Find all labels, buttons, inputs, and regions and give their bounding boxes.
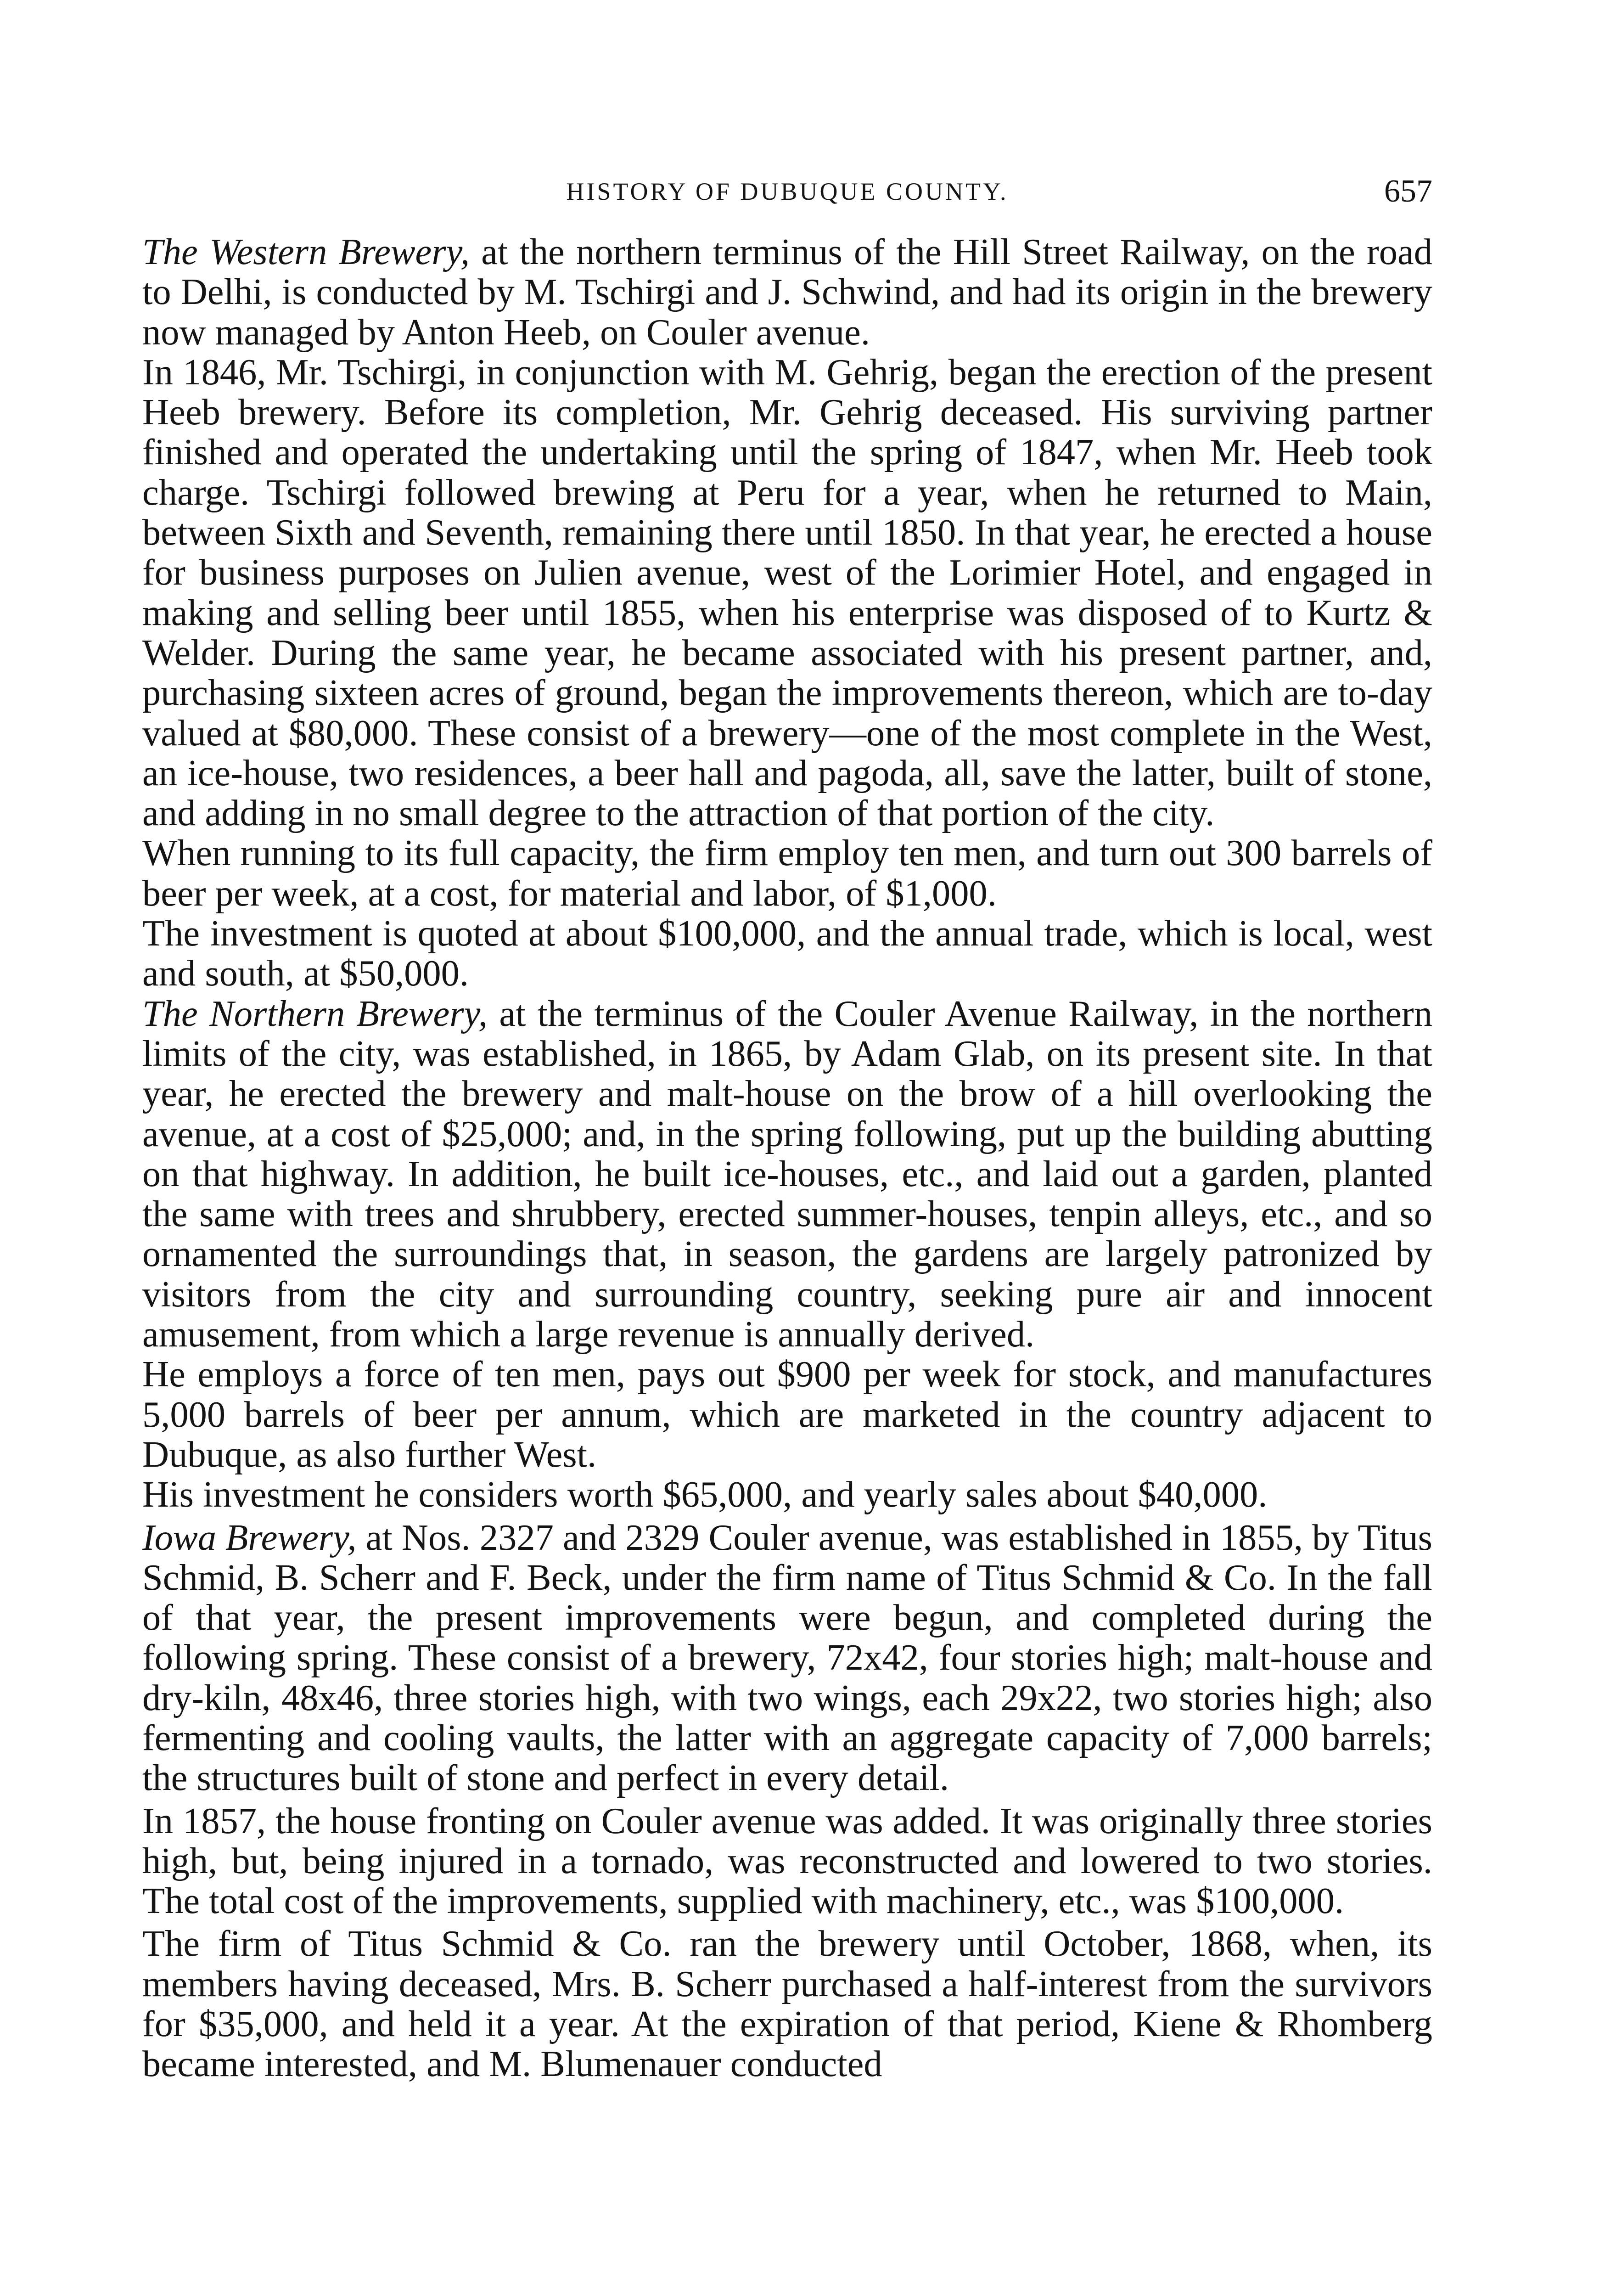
paragraph-text: at Nos. 2327 and 2329 Couler avenue, was established in 1855, by Titus Schmid, B. Scherr and F. Beck, under the firm name of Titus Schmid & Co. In the fall of that year, the present improvements were begun, and completed during the following spring. These consist of a brewery, 72x42, four stories high; malt-house and dry-kiln, 48x46, three stories high, with two wings, each 29x22, two stories high; also fermenting and cooling vaults, the latter with an aggregate capacity of 7,000 barrels; the structures built of stone and perfect in every detail. xyxy=(142,1517,1433,1799)
paragraph-iowa-brewery xyxy=(142,1518,1432,1798)
paragraph-tschirgi-history: In 1846, Mr. Tschirgi, in conjunction with M. Gehrig, began the erection of the present Heeb brewery. Before its completion, Mr. Gehrig deceased. His surviving partner finished and operated the undertaking until the spring of 1847, when Mr. Heeb took charge. Tschirgi followed brewing at Peru for a year, when he returned to Main, between Sixth and Seventh, remaining there until 1850. In that year, he erected a house for business purposes on Julien avenue, west of the Lorimier Hotel, and engaged in making and selling beer until 1855, when his enterprise was disposed of to Kurtz & Welder. During the same year, he became associated with his present partner, and, purchasing sixteen acres of ground, began the improvements thereon, which are to-day valued at $80,000. These consist of a brewery—one of the most complete in the West, an ice-house, two residences, a beer hall and pagoda, all, save the latter, built of stone, and adding in no small degree to the attraction of that portion of the city. xyxy=(142,351,1432,834)
running-title: HISTORY OF DUBUQUE COUNTY. xyxy=(566,178,1009,205)
paragraph-text: at the northern terminus of the Hill Street Railway, on the road to Delhi, is conducted by M. Tschirgi and J. Schwind, and had its origin in the brewery now managed by Anton Heeb, on Couler avenue. xyxy=(142,231,1432,353)
western-brewery-heading: The Western Brewery, xyxy=(142,231,470,272)
paragraph-northern-operations: He employs a force of ten men, pays out $900 per week for stock, and manufactures 5,000 barrels of beer per annum, which are marketed in the country adjacent to Dubuque, as also further West. xyxy=(142,1354,1432,1475)
northern-brewery-heading: The Northern Brewery, xyxy=(142,993,488,1034)
iowa-brewery-heading: Iowa Brewery, xyxy=(142,1517,357,1558)
paragraph-northern-investment: His investment he considers worth $65,000, and yearly sales about $40,000. xyxy=(142,1474,1268,1515)
paragraph-text: at the terminus of the Couler Avenue Railway, in the northern limits of the city, was established, in 1865, by Adam Glab, on its present site. In that year, he erected the brewery and malt-house on the brow of a hill overlooking the avenue, at a cost of $25,000; and, in the spring following, put up the building abutting on that highway. In addition, he built ice-houses, etc., and laid out a garden, planted the same with trees and shrubbery, erected summer-houses, tenpin alleys, etc., and so ornamented the surroundings that, in season, the gardens are largely patronized by visitors from the city and surrounding country, seeking pure air and innocent amusement, from which a large revenue is annually derived. xyxy=(142,993,1432,1355)
paragraph-northern-brewery xyxy=(142,994,1432,1355)
paragraph-western-brewery xyxy=(142,232,1432,352)
paragraph-iowa-ownership: The firm of Titus Schmid & Co. ran the brewery until October, 1868, when, its members having deceased, Mrs. B. Scherr purchased a half-interest from the survivors for $35,000, and held it a year. At the expiration of that period, Kiene & Rhomberg became interested, and M. Blumenauer conducted xyxy=(142,1923,1432,2085)
paragraph-western-capacity: When running to its full capacity, the firm employ ten men, and turn out 300 barrels of beer per week, at a cost, for material and labor, of $1,000. xyxy=(142,833,1432,914)
running-head xyxy=(142,171,1432,212)
paragraph-iowa-addition: In 1857, the house fronting on Couler avenue was added. It was originally three stories high, but, being injured in a tornado, was reconstructed and lowered to two stories. The total cost of the improvements, supplied with machinery, etc., was $100,000. xyxy=(142,1800,1432,1922)
paragraph-western-investment: The investment is quoted at about $100,000, and the annual trade, which is local, west and south, at $50,000. xyxy=(142,913,1432,994)
body-text xyxy=(142,232,1432,2084)
page-number: 657 xyxy=(1384,174,1432,209)
